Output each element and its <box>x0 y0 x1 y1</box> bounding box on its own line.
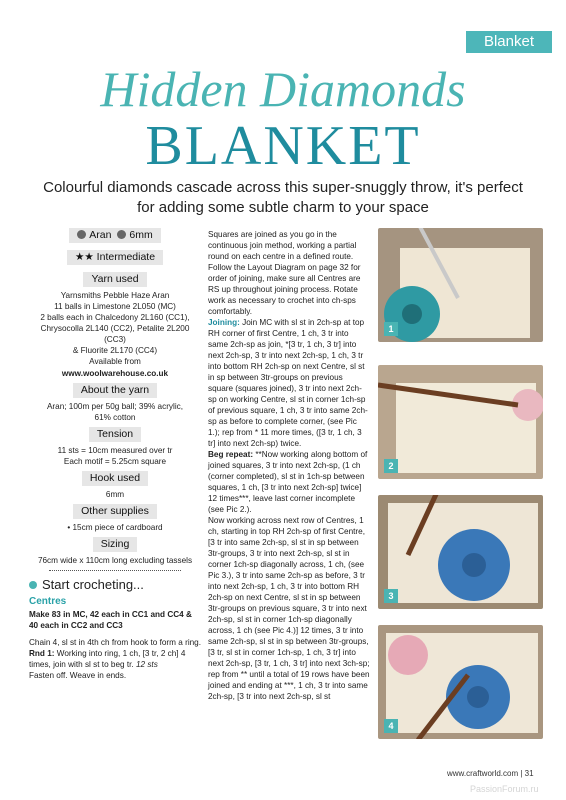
page-number: 31 <box>524 769 534 778</box>
hook-line: 6mm <box>105 490 125 499</box>
rnd1: Rnd 1: Working into ring, 1 ch, [3 tr, 2 ch] 4 times, join with sl st to beg tr. 12 sts <box>29 649 186 669</box>
photo-4 <box>378 625 543 739</box>
photo-number: 4 <box>384 719 398 733</box>
photo-number: 2 <box>384 459 398 473</box>
tension-line: 11 sts = 10cm measured over tr <box>57 446 173 455</box>
tension-line: Each motif = 5.25cm square <box>63 457 167 466</box>
supplies-line: • 15cm piece of cardboard <box>67 523 163 532</box>
title-line1: Hidden Diamonds <box>100 61 466 117</box>
about-line: Aran; 100m per 50g ball; 39% acrylic, <box>46 402 184 411</box>
watermark: PassionForum.ru <box>470 784 539 794</box>
photo-number: 1 <box>384 322 398 336</box>
left-column <box>29 228 201 681</box>
bullet-icon <box>29 581 37 589</box>
crochet-photo-3 <box>378 495 543 609</box>
yarn-line: Chrysocolla 2L140 (CC2), Petalite 2L200 (CC3) <box>40 324 190 344</box>
tension-heading: Tension <box>89 427 141 442</box>
title-line2: BLANKET <box>145 115 421 177</box>
page-footer: www.craftworld.com | 31 <box>447 769 534 778</box>
sizing-line: 76cm wide x 110cm long excluding tassels <box>37 556 193 565</box>
hook-icon <box>117 230 126 239</box>
section-tag: Blanket <box>466 31 552 53</box>
centres-chain: Chain 4, sl st in 4th ch from hook to form a ring. <box>29 638 202 647</box>
standfirst: Colourful diamonds cascade across this super-snuggly throw, it's perfect for adding some subtle charm to your space <box>43 179 523 216</box>
start-heading: Start crocheting... <box>29 579 201 590</box>
centres-heading: Centres <box>29 596 67 607</box>
yarn-line: Yarnsmiths Pebble Haze Aran <box>60 291 170 300</box>
yarn-line: 11 balls in Limestone 2L050 (MC) <box>54 302 176 311</box>
supplier-url[interactable]: www.woolwarehouse.co.uk <box>61 369 169 378</box>
about-line: 61% cotton <box>94 413 136 422</box>
specs-pill <box>69 228 161 243</box>
level-pill: ★★ Intermediate <box>67 250 163 265</box>
yarn-weight: Aran <box>89 229 112 241</box>
beg-repeat-paragraph: Beg repeat: **Now working along bottom of joined squares, 3 tr into next 2ch-sp, (1 ch (corner completed), sl st in 1ch-sp between squares, 1 ch, [3 tr into next 2ch-sp] twice] 12 times***, leave last corner incomplete (see Pic 2.). <box>208 450 368 514</box>
joining-intro: Squares are joined as you go in the continuous join method, working a partial round on each centre in a defined route. Follow the Layout Diagram on page 32 for order of joining, make sure all Centres are RS up throughout joining process. Rotate work as necessary to crochet into ch-sps comfortably. <box>208 230 361 316</box>
photo-2 <box>378 365 543 479</box>
middle-column <box>208 229 370 702</box>
centres-intro: Make 83 in MC, 42 each in CC1 and CC4 & 40 each in CC2 and CC3 <box>29 610 192 630</box>
crochet-photo-1 <box>378 228 543 342</box>
yarn-used-heading: Yarn used <box>83 272 146 287</box>
hook-used-heading: Hook used <box>82 471 148 486</box>
dotted-divider <box>49 570 181 571</box>
photo-1 <box>378 228 543 342</box>
other-supplies-heading: Other supplies <box>73 504 157 519</box>
yarn-line: 2 balls each in Chalcedony 2L160 (CC1), <box>40 313 190 322</box>
photo-number: 3 <box>384 589 398 603</box>
yarn-line: & Fluorite 2L170 (CC4) <box>72 346 158 355</box>
joining-paragraph: Joining: Join MC with sl st in 2ch-sp at top RH corner of first Centre, 1 ch, 3 tr into same 2ch-sp as join, *[3 tr, 1 ch, 3 tr] into next 2ch-sp, 3 tr into next 2ch-sp, 1 ch, 3 tr into bottom RH 2ch-sp on next Centre, sl st in sp between 3tr-groups on previous square (squares joined), 3 tr into next 2ch-sp on working Centre, sl st in corner 1ch-sp of previous square, 1 ch, 3 tr into same 2ch-sp as before to complete corner, (see Pic 1.); rep from * 11 more times, ([3 tr, 1 ch, 3 tr] into next 2ch-sp) twice. <box>208 318 368 448</box>
photo-3 <box>378 495 543 609</box>
continue-paragraph: Now working across next row of Centres, 1 ch, starting in top RH 2ch-sp of first Centre, [3 tr into same 2ch-sp, sl st in sp between 3tr-groups, 3 tr into next 2ch-sp, sl st in corner 1ch-sp diagonally across, 1 ch, (see Pic 3.), 3 tr into same 2ch-sp as before, 3 tr into next 2ch-sp, 1 ch, 3 tr into bottom RH 2ch-sp on next Centre, sl st in sp between 3tr-groups on previous square, 3 tr into next 2ch-sp, sl st in corner 1ch-sp diagonally across, 1 ch (see Pic 4.)] 12 times, 3 tr into same 2ch-sp, sl st in sp between 3tr-groups, [3 tr, sl st in corner 1ch-sp, 1 ch, 3 tr] into next 2ch-sp, [3 tr, 1 ch, 3 tr] into next 3ch-sp; rep from ** until a total of 19 rows have been joined and ending at ***, 1 ch, 3 tr into same 2ch-sp, [3 tr into next 2ch-sp, sl st <box>208 516 370 701</box>
fasten-off: Fasten off. Weave in ends. <box>29 671 127 680</box>
yarn-line: Available from <box>89 357 141 366</box>
hook-size: 6mm <box>129 229 153 241</box>
crochet-photo-4 <box>378 625 543 739</box>
yarn-ball-icon <box>77 230 86 239</box>
sizing-heading: Sizing <box>93 537 138 552</box>
about-yarn-heading: About the yarn <box>73 383 157 398</box>
crochet-photo-2 <box>378 365 543 479</box>
